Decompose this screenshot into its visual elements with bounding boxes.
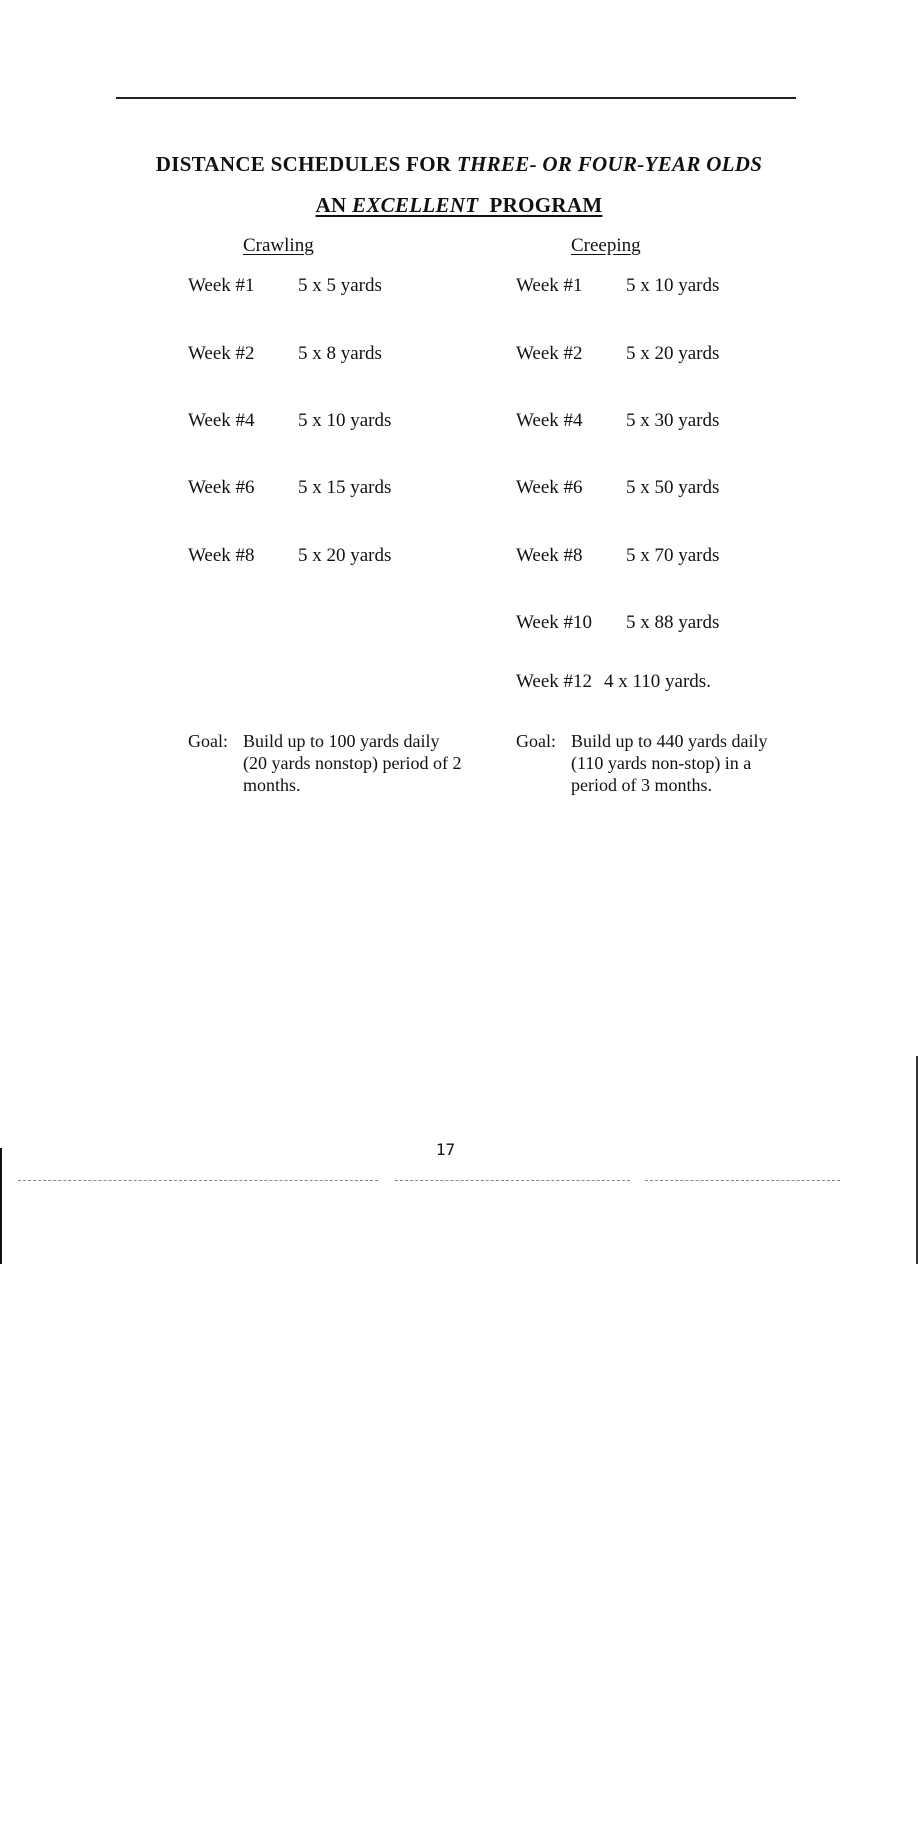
crawling-row <box>188 477 391 499</box>
week-label: Week #6 <box>516 477 583 498</box>
distance-value: 5 x 5 yards <box>298 275 382 296</box>
distance-value: 5 x 10 yards <box>298 410 392 431</box>
goal-label: Goal: <box>188 731 228 751</box>
week-label: Week #8 <box>188 545 255 566</box>
scan-edge-line <box>18 1180 378 1181</box>
scan-edge-line <box>395 1180 630 1181</box>
week-label: Week #4 <box>516 410 583 431</box>
distance-value: 4 x 110 yards. <box>604 671 711 692</box>
subtitle-italic-part: EXCELLENT <box>352 193 479 217</box>
distance-value: 5 x 88 yards <box>626 612 720 633</box>
page-title: DISTANCE SCHEDULES FOR THREE- OR FOUR-YEAR OLDS <box>155 152 763 176</box>
distance-value: 5 x 20 yards <box>298 545 392 566</box>
distance-value: 5 x 8 yards <box>298 343 382 364</box>
week-label: Week #8 <box>516 545 583 566</box>
creeping-row <box>516 343 719 365</box>
scan-edge-line <box>645 1180 840 1181</box>
creeping-row <box>516 477 719 499</box>
goal-text: Build up to 100 yards daily (20 yards nonstop) period of 2 months. <box>243 731 462 795</box>
distance-value: 5 x 15 yards <box>298 477 392 498</box>
crawling-row <box>188 275 382 297</box>
distance-value: 5 x 30 yards <box>626 410 720 431</box>
crawling-row <box>188 410 391 432</box>
week-label: Week #10 <box>516 612 593 633</box>
creeping-row <box>516 671 711 693</box>
week-label: Week #2 <box>516 343 583 364</box>
creeping-row <box>516 275 719 297</box>
week-label: Week #1 <box>516 275 583 296</box>
creeping-row <box>516 410 719 432</box>
week-label: Week #12 <box>516 671 593 692</box>
week-label: Week #2 <box>188 343 255 364</box>
page-number: 17 <box>435 1140 456 1159</box>
goal-label: Goal: <box>516 731 556 751</box>
crawling-heading: Crawling <box>243 235 314 256</box>
distance-value: 5 x 50 yards <box>626 477 720 498</box>
page-subtitle: AN EXCELLENT PROGRAM <box>315 193 603 217</box>
week-label: Week #1 <box>188 275 255 296</box>
scan-left-border <box>0 1148 2 1264</box>
creeping-row <box>516 545 719 567</box>
creeping-row <box>516 612 719 634</box>
week-label: Week #6 <box>188 477 255 498</box>
distance-value: 5 x 10 yards <box>626 275 720 296</box>
week-label: Week #4 <box>188 410 255 431</box>
top-rule <box>116 97 796 99</box>
distance-value: 5 x 20 yards <box>626 343 720 364</box>
creeping-heading: Creeping <box>571 235 641 256</box>
distance-value: 5 x 70 yards <box>626 545 720 566</box>
goal-text: Build up to 440 yards daily (110 yards non-stop) in a period of 3 months. <box>571 731 768 795</box>
crawling-row <box>188 545 391 567</box>
title-italic-part: THREE- OR FOUR-YEAR OLDS <box>456 152 763 176</box>
crawling-row <box>188 343 382 365</box>
